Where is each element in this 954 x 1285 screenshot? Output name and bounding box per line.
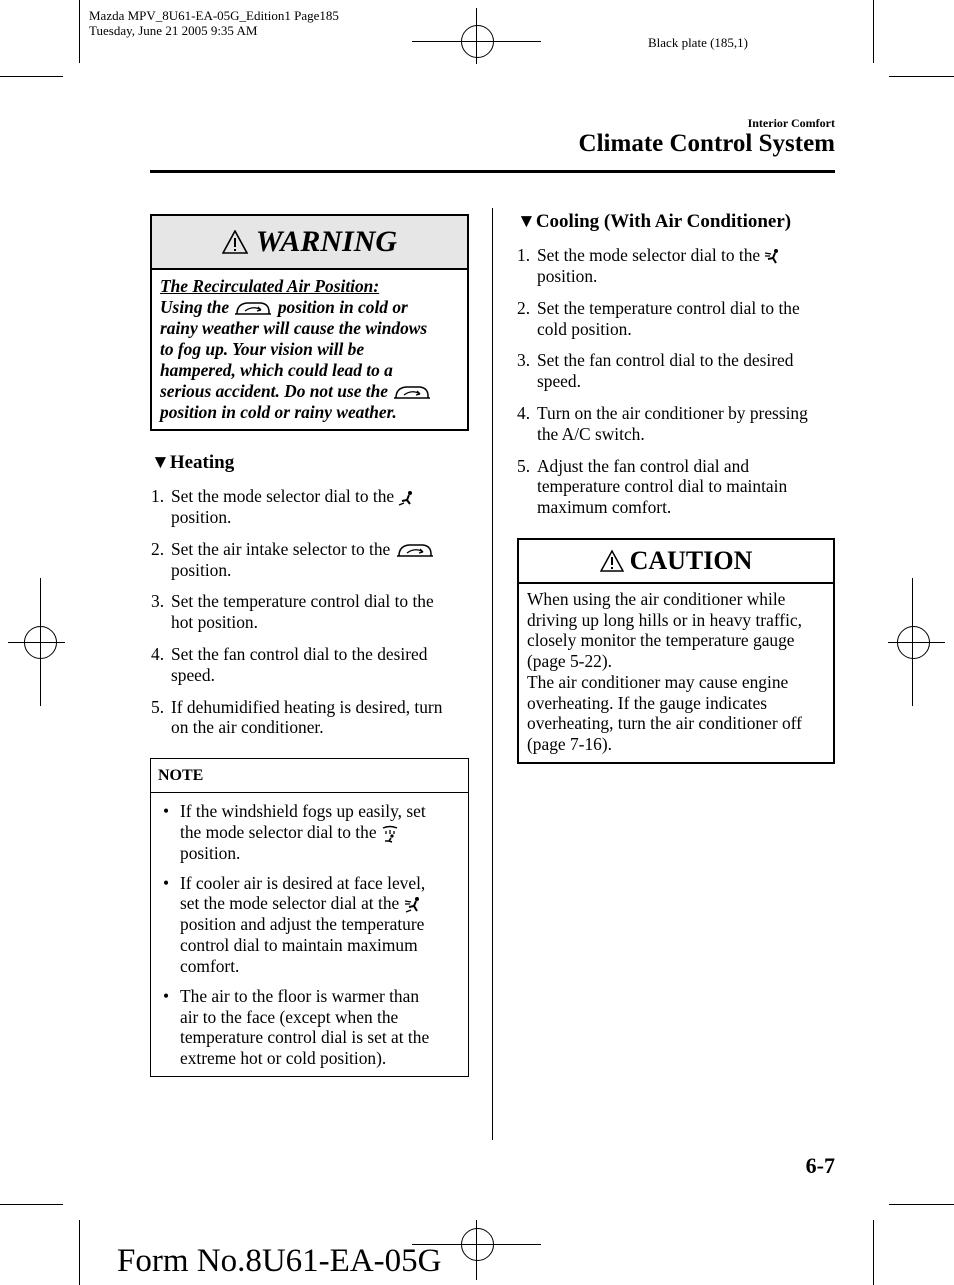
bullet-line: position and adjust the temperature xyxy=(180,914,425,935)
step-text-cont: speed. xyxy=(537,371,581,392)
bullet-dot: • xyxy=(163,985,170,1006)
warning-line5-a: serious accident. Do not use the xyxy=(160,381,389,401)
heating-steps xyxy=(151,486,471,749)
triangle-bullet-icon: ▼ xyxy=(517,211,536,232)
list-item xyxy=(517,350,837,392)
bullet-line: the mode selector dial to the xyxy=(180,821,377,842)
print-header-line2: Tuesday, June 21 2005 9:35 AM xyxy=(89,23,258,38)
bullet-dot: • xyxy=(163,801,170,821)
bullet-line: temperature control dial is set at the xyxy=(180,1027,430,1048)
recirculated-air-icon xyxy=(395,542,435,560)
step-text: Turn on the air conditioner by pressing xyxy=(537,402,808,423)
list-item xyxy=(517,298,837,340)
step-text-cont: hot position. xyxy=(171,612,258,633)
warning-line2: rainy weather will cause the windows xyxy=(160,318,428,338)
cooling-heading-text: Cooling (With Air Conditioner) xyxy=(535,211,792,232)
list-item xyxy=(517,403,837,445)
step-text-cont: temperature control dial to maintain xyxy=(537,476,788,497)
warning-text xyxy=(152,270,467,423)
page-title: Climate Control System xyxy=(578,130,835,157)
step-number: 1. xyxy=(517,245,531,265)
step-number: 5. xyxy=(151,696,165,717)
column-divider xyxy=(492,208,493,1140)
step-number: 1. xyxy=(151,486,165,506)
page-number: 6-7 xyxy=(805,1153,835,1178)
step-number: 2. xyxy=(517,297,531,318)
form-number: Form No.8U61-EA-05G xyxy=(117,1243,442,1279)
step-text-cont: cold position. xyxy=(537,318,632,339)
caution-text xyxy=(519,584,833,755)
heating-heading-text: Heating xyxy=(169,452,235,473)
warning-line6: position in cold or rainy weather. xyxy=(160,402,397,422)
step-text: Set the mode selector dial to the xyxy=(537,245,761,265)
list-item xyxy=(159,873,460,977)
step-text: Adjust the fan control dial and xyxy=(537,455,750,476)
warning-heading: The Recirculated Air Position: xyxy=(160,276,380,296)
cooling-steps xyxy=(517,245,837,529)
floor-defrost-icon xyxy=(381,825,399,843)
note-label: NOTE xyxy=(151,759,468,793)
caution-line: overheating. If the gauge indicates xyxy=(527,692,767,713)
warning-line1-a: Using the xyxy=(160,297,230,317)
recirculated-air-icon xyxy=(233,300,273,318)
step-number: 3. xyxy=(151,591,165,612)
bi-level-icon xyxy=(404,896,424,914)
list-item xyxy=(151,644,471,686)
caution-label: CAUTION xyxy=(629,546,753,575)
list-item xyxy=(151,486,471,528)
triangle-bullet-icon: ▼ xyxy=(151,452,170,473)
list-item xyxy=(517,456,837,518)
plate-label: Black plate (185,1) xyxy=(648,35,748,50)
step-number: 4. xyxy=(151,643,165,664)
list-item xyxy=(151,539,471,581)
warning-header xyxy=(152,216,467,270)
caution-line: (page 7-16). xyxy=(527,733,612,754)
step-text: Set the fan control dial to the desired xyxy=(537,350,794,371)
list-item xyxy=(151,697,471,739)
step-text-cont: speed. xyxy=(171,664,215,685)
recirculated-air-icon xyxy=(392,384,432,402)
warning-label: WARNING xyxy=(255,225,398,258)
warning-line4: hampered, which could lead to a xyxy=(160,360,393,380)
list-item xyxy=(517,245,837,287)
vent-mode-icon xyxy=(764,248,782,266)
bullet-line: air to the face (except when the xyxy=(180,1006,399,1027)
bullet-line: The air to the floor is warmer than xyxy=(180,985,420,1006)
section-label: Interior Comfort xyxy=(747,116,835,130)
caution-box xyxy=(517,538,835,764)
step-text-cont: position. xyxy=(537,266,598,286)
note-box xyxy=(150,758,469,1077)
caution-line: closely monitor the temperature gauge xyxy=(527,630,795,651)
step-text-cont: maximum comfort. xyxy=(537,497,672,518)
caution-line: When using the air conditioner while xyxy=(527,589,786,609)
bullet-line: If the windshield fogs up easily, set xyxy=(180,801,426,821)
step-text-cont: position. xyxy=(171,559,232,580)
caution-line: (page 5-22). xyxy=(527,651,612,672)
step-text: Set the mode selector dial to the xyxy=(171,486,395,506)
step-text: Set the temperature control dial to the xyxy=(537,297,800,318)
heating-heading xyxy=(151,452,234,474)
list-item xyxy=(151,591,471,633)
title-rule xyxy=(150,170,835,173)
step-text-cont: the A/C switch. xyxy=(537,423,645,444)
caution-line: The air conditioner may cause engine xyxy=(527,671,789,692)
floor-mode-icon xyxy=(398,490,416,506)
step-text: Set the air intake selector to the xyxy=(171,538,391,559)
list-item xyxy=(159,986,460,1069)
step-number: 3. xyxy=(517,350,531,371)
step-text-cont: position. xyxy=(171,506,232,527)
caution-header xyxy=(519,540,833,584)
caution-line: overheating, turn the air conditioner off xyxy=(527,713,802,734)
step-number: 4. xyxy=(517,402,531,423)
bullet-line: control dial to maintain maximum xyxy=(180,935,418,956)
warning-box xyxy=(150,214,469,431)
bullet-line: position. xyxy=(180,842,241,863)
step-number: 2. xyxy=(151,538,165,559)
step-text: Set the fan control dial to the desired xyxy=(171,643,428,664)
caution-line: driving up long hills or in heavy traffic, xyxy=(527,609,802,630)
bullet-dot: • xyxy=(163,872,170,893)
cooling-heading xyxy=(517,211,791,233)
bullet-line: set the mode selector dial at the xyxy=(180,893,400,914)
bullet-line: extreme hot or cold position). xyxy=(180,1048,387,1069)
bullet-line: If cooler air is desired at face level, xyxy=(180,872,426,893)
print-header-line1: Mazda MPV_8U61-EA-05G_Edition1 Page185 xyxy=(89,8,339,23)
note-bullets xyxy=(151,793,468,1069)
bullet-line: comfort. xyxy=(180,955,240,976)
step-text: Set the temperature control dial to the xyxy=(171,591,434,612)
step-text: If dehumidified heating is desired, turn xyxy=(171,696,443,717)
warning-triangle-icon xyxy=(600,550,624,572)
list-item xyxy=(159,801,460,864)
warning-triangle-icon xyxy=(222,230,248,254)
step-text-cont: on the air conditioner. xyxy=(171,717,324,738)
warning-line3: to fog up. Your vision will be xyxy=(160,339,365,359)
warning-line1-b: position in cold or xyxy=(277,297,408,317)
print-header xyxy=(89,8,339,38)
step-number: 5. xyxy=(517,455,531,476)
